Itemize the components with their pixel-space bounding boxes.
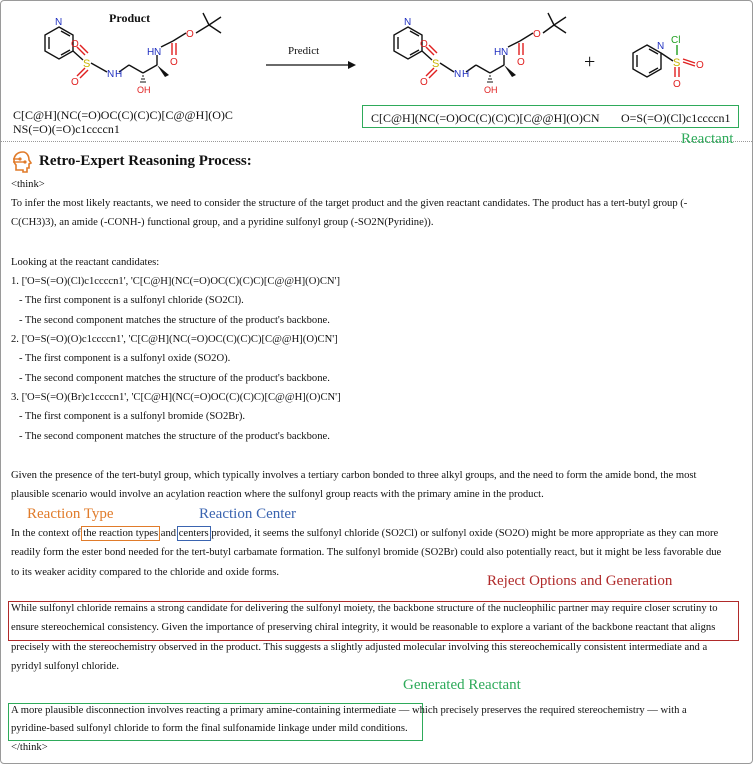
para2-line2: plausible scenario would involve an acylation reaction where the sulfonyl group reacts with the primary amine in the product. xyxy=(11,489,544,500)
para4-line1: While sulfonyl chloride remains a strong candidate for delivering the sulfonyl moiety, the backbone structure of the nucleophilic partner may require closer scrutiny to xyxy=(11,603,718,614)
product-atom-h: H xyxy=(115,69,123,80)
r1-atom-h: H xyxy=(462,69,470,80)
para3-and: and xyxy=(158,528,179,539)
highlight-reaction-types: the reaction types xyxy=(83,528,159,539)
r2-atom-n: N xyxy=(657,41,665,52)
r2-atom-o1: O xyxy=(696,60,704,71)
candidate-3: 3. ['O=S(=O)(Br)c1ccccn1', 'C[C@H](NC(=O)OC(C)(C)C)[C@@H](O)CN'] xyxy=(11,392,341,403)
r2-atom-s: S xyxy=(673,57,681,69)
highlight-centers: centers xyxy=(178,528,209,539)
r1-atom-o1: O xyxy=(420,39,428,50)
para5-line1 xyxy=(11,705,741,716)
r1-atom-o4: O xyxy=(517,57,525,68)
para1-line2: C(CH3)3), an amide (-CONH-) functional group, and a pyridine sulfonyl group (-SO2N(Pyridine)). xyxy=(11,217,434,228)
product-atom-oh: OH xyxy=(137,85,151,95)
generated-reactant-label: Generated Reactant xyxy=(403,677,521,693)
candidate-1-note-a: - The first component is a sulfonyl chloride (SO2Cl). xyxy=(11,295,244,306)
reactant2-molecule xyxy=(621,5,731,105)
candidates-intro: Looking at the reactant candidates: xyxy=(11,257,160,268)
product-smiles-line1: C[C@H](NC(=O)OC(C)(C)C)[C@@H](O)C xyxy=(13,108,233,122)
para4-line4: pyridyl sulfonyl chloride. xyxy=(11,661,119,672)
candidate-1-note-b: - The second component matches the structure of the product's backbone. xyxy=(11,315,330,326)
divider xyxy=(1,141,752,142)
r1-atom-o3: O xyxy=(533,29,541,40)
para3-line3: to its weaker acidity compared to the chloride and oxide forms. xyxy=(11,567,279,578)
section-title: Retro-Expert Reasoning Process: xyxy=(39,153,252,169)
reactant1-smiles: C[C@H](NC(=O)OC(C)(C)C)[C@@H](O)CN xyxy=(371,111,600,125)
product-atom-o2: O xyxy=(71,77,79,88)
candidate-2-note-b: - The second component matches the structure of the product's backbone. xyxy=(11,373,330,384)
r2-atom-cl: Cl xyxy=(671,35,681,46)
candidate-3-note-a: - The first component is a sulfonyl bromide (SO2Br). xyxy=(11,411,246,422)
think-open: <think> xyxy=(11,179,45,190)
reactant-label: Reactant xyxy=(681,131,734,147)
product-atom-n-ring: N xyxy=(55,17,63,28)
reject-options-label: Reject Options and Generation xyxy=(487,573,673,589)
para5-rest: which precisely preserves the required stereochemistry — with a xyxy=(409,705,687,716)
para3-line1 xyxy=(11,528,741,539)
candidate-1: 1. ['O=S(=O)(Cl)c1ccccn1', 'C[C@H](NC(=O)OC(C)(C)C)[C@@H](O)CN'] xyxy=(11,276,341,287)
para2-line1: Given the presence of the tert-butyl group, which typically involves a tertiary carbon bonded to three alkyl groups, and the need to form the amide bond, the most xyxy=(11,470,697,481)
r1-atom-h2: H xyxy=(494,47,502,58)
para4-line2: ensure stereochemical consistency. Given the importance of preserving chiral integrity, it would be reasonable to explore a variant of the backbone reactant that aligns xyxy=(11,622,716,633)
candidate-3-note-b: - The second component matches the structure of the product's backbone. xyxy=(11,431,330,442)
product-atom-s: S xyxy=(83,58,91,70)
r1-atom-oh: OH xyxy=(484,85,498,95)
product-atom-o1: O xyxy=(71,39,79,50)
product-atom-nh: N xyxy=(107,69,115,80)
brain-gear-icon xyxy=(11,150,35,174)
reaction-center-label: Reaction Center xyxy=(199,506,297,522)
para3-pre: In the context of xyxy=(11,528,84,539)
r1-atom-o2: O xyxy=(420,77,428,88)
para5-boxed: A more plausible disconnection involves reacting a primary amine-containing intermediate — xyxy=(11,705,410,716)
reaction-type-label: Reaction Type xyxy=(27,506,114,522)
product-smiles-line2: NS(=O)(=O)c1ccccn1 xyxy=(13,122,120,136)
plus-sign: + xyxy=(584,51,596,73)
r1-atom-n2: N xyxy=(501,47,509,58)
para1-line1: To infer the most likely reactants, we need to consider the structure of the target product and the given reactant candidates. The product has a tert-butyl group (- xyxy=(11,198,688,209)
r1-atom-n-ring: N xyxy=(404,17,412,28)
product-molecule xyxy=(31,5,281,105)
r1-atom-s: S xyxy=(432,58,440,70)
product-atom-o4: O xyxy=(170,57,178,68)
r1-atom-nh: N xyxy=(454,69,462,80)
para3-line2: readily form the ester bond needed for the tert-butyl carbamate formation. The sulfonyl bromide (SO2Br) could also potentially react, but it might be less favorable due xyxy=(11,547,722,558)
candidate-2: 2. ['O=S(=O)(O)c1ccccn1', 'C[C@H](NC(=O)OC(C)(C)C)[C@@H](O)CN'] xyxy=(11,334,338,345)
product-atom-nh2: H xyxy=(147,47,155,58)
r2-atom-o2: O xyxy=(673,79,681,90)
product-title: Product xyxy=(109,11,151,25)
candidate-2-note-a: - The first component is a sulfonyl oxide (SO2O). xyxy=(11,353,231,364)
para3-post: provided, it seems the sulfonyl chloride (SO2Cl) or sulfonyl oxide (SO2O) might be more appropriate as they can more xyxy=(208,528,719,539)
product-atom-o3: O xyxy=(186,29,194,40)
para5-line2: pyridine-based sulfonyl chloride to form the final sulfonamide linkage under mild conditions. xyxy=(11,723,408,734)
para4-line3: precisely with the stereochemistry observed in the product. This suggests a slightly adjusted molecular involving this stereochemically consistent intermediate and a xyxy=(11,642,708,653)
reactant1-molecule xyxy=(386,5,586,105)
product-atom-n2: N xyxy=(154,47,162,58)
think-close: </think> xyxy=(11,742,48,753)
reactant2-smiles: O=S(=O)(Cl)c1ccccn1 xyxy=(621,111,731,125)
predict-arrow-icon xyxy=(266,59,356,71)
predict-label: Predict xyxy=(288,45,320,57)
